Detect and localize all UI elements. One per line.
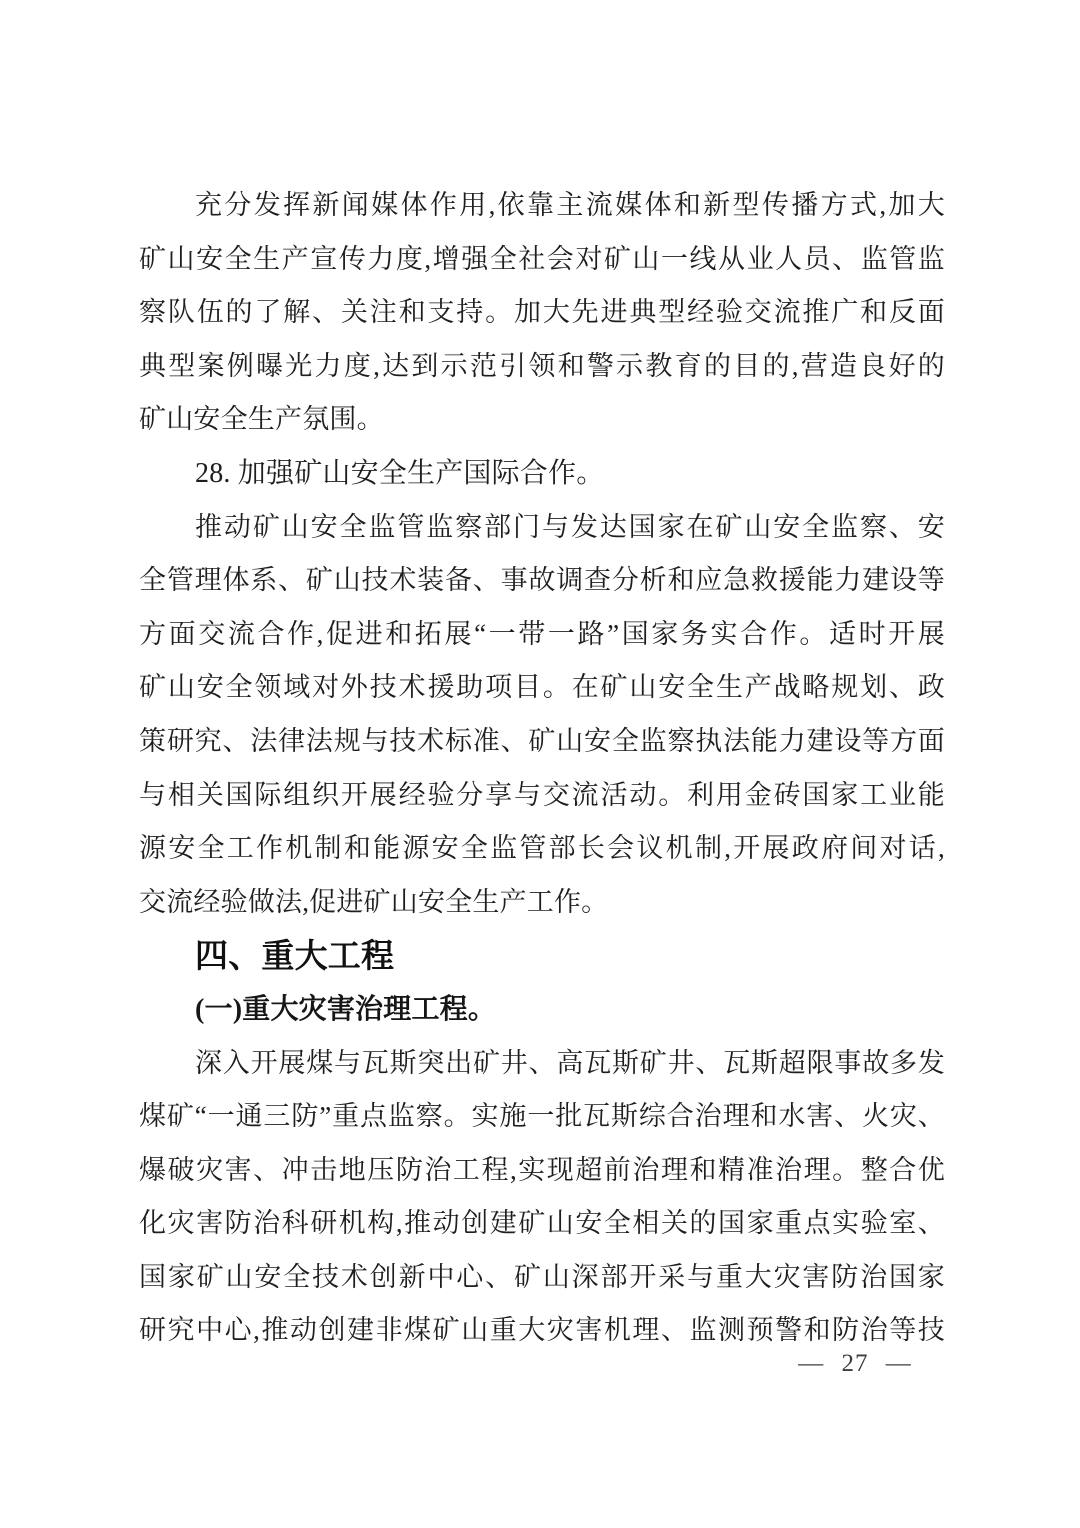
paragraph-line: 源安全工作机制和能源安全监管部长会议机制,开展政府间对话, bbox=[139, 833, 945, 864]
paragraph-line: 矿山安全生产宣传力度,增强全社会对矿山一线从业人员、监管监 bbox=[139, 243, 945, 274]
paragraph-line: 察队伍的了解、关注和支持。加大先进典型经验交流推广和反面 bbox=[139, 297, 945, 328]
document-body bbox=[139, 179, 945, 1358]
paragraph-line: 矿山安全领域对外技术援助项目。在矿山安全生产战略规划、政 bbox=[139, 672, 945, 703]
paragraph-line: 爆破灾害、冲击地压防治工程,实现超前治理和精准治理。整合优 bbox=[139, 1154, 945, 1185]
page-number: — 27 — bbox=[798, 1350, 912, 1377]
subsection-heading: (一)重大灾害治理工程。 bbox=[195, 993, 497, 1025]
paragraph-line: 方面交流合作,促进和拓展“一带一路”国家务实合作。适时开展 bbox=[139, 618, 945, 649]
paragraph-line: 全管理体系、矿山技术装备、事故调查分析和应急救援能力建设等 bbox=[139, 565, 945, 596]
paragraph-line: 化灾害防治科研机构,推动创建矿山安全相关的国家重点实验室、 bbox=[139, 1208, 945, 1239]
paragraph-line: 典型案例曝光力度,达到示范引领和警示教育的目的,营造良好的 bbox=[139, 350, 945, 381]
paragraph-line: 国家矿山安全技术创新中心、矿山深部开采与重大灾害防治国家 bbox=[139, 1261, 945, 1292]
item-heading: 28. 加强矿山安全生产国际合作。 bbox=[195, 457, 605, 489]
paragraph-line: 研究中心,推动创建非煤矿山重大灾害机理、监测预警和防治等技 bbox=[139, 1315, 945, 1346]
section-heading: 四、重大工程 bbox=[195, 937, 395, 975]
paragraph-line: 矿山安全生产氛围。 bbox=[139, 404, 384, 435]
paragraph-line: 与相关国际组织开展经验分享与交流活动。利用金砖国家工业能 bbox=[139, 779, 945, 810]
paragraph-line: 推动矿山安全监管监察部门与发达国家在矿山安全监察、安 bbox=[195, 511, 945, 542]
paragraph-line: 煤矿“一通三防”重点监察。实施一批瓦斯综合治理和水害、火灾、 bbox=[139, 1101, 945, 1132]
paragraph-line: 深入开展煤与瓦斯突出矿井、高瓦斯矿井、瓦斯超限事故多发 bbox=[195, 1047, 945, 1078]
paragraph-line: 充分发挥新闻媒体作用,依靠主流媒体和新型传播方式,加大 bbox=[195, 190, 945, 220]
paragraph-line: 策研究、法律法规与技术标准、矿山安全监察执法能力建设等方面 bbox=[139, 725, 945, 756]
paragraph-line: 交流经验做法,促进矿山安全生产工作。 bbox=[139, 886, 609, 917]
